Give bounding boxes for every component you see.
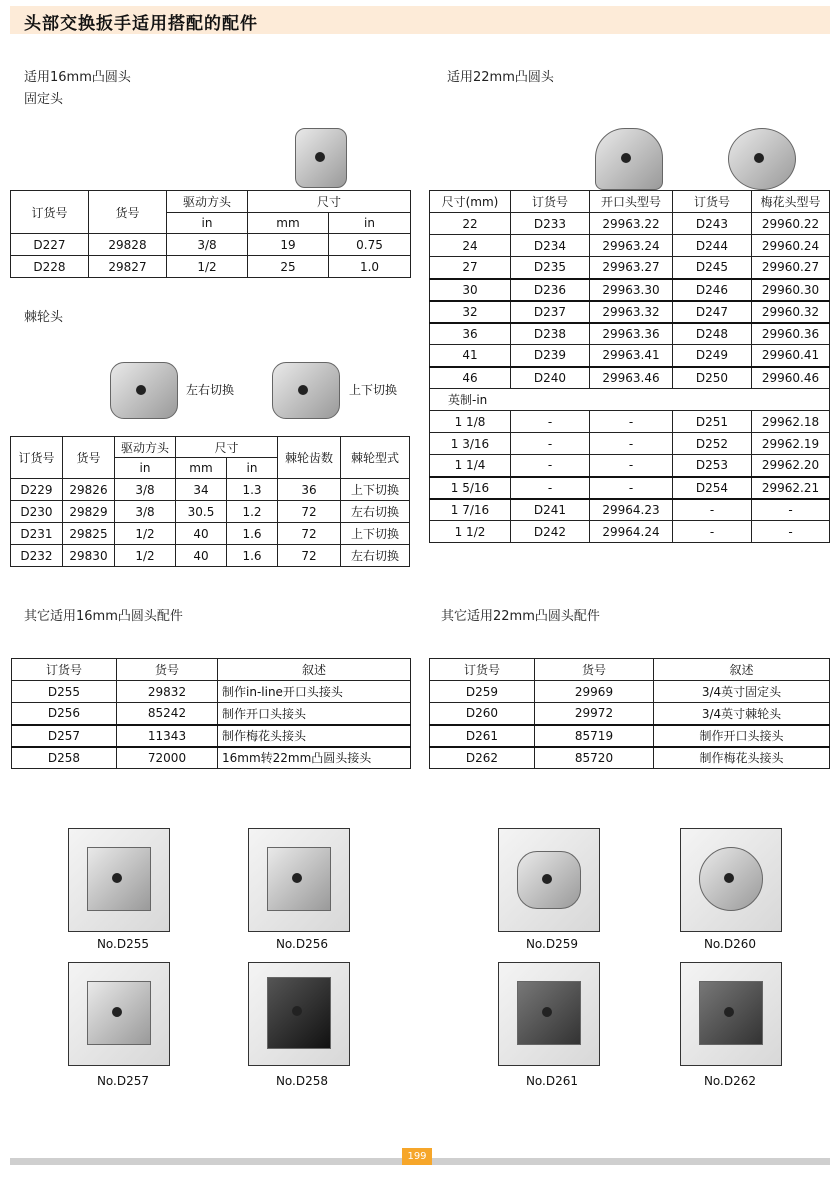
cell: 1.6 xyxy=(227,545,278,567)
cell: D231 xyxy=(11,523,63,545)
col-header: 尺寸(mm) xyxy=(430,191,511,213)
photo-d259 xyxy=(498,828,600,932)
cell: 左右切换 xyxy=(341,545,410,567)
cell: 1 5/16 xyxy=(430,477,511,499)
cell: 22 xyxy=(430,213,511,235)
cell: 左右切换 xyxy=(341,501,410,523)
table-row xyxy=(430,703,830,725)
cell: 上下切换 xyxy=(341,523,410,545)
cell: D259 xyxy=(430,681,535,703)
cell: D260 xyxy=(430,703,535,725)
cell: D253 xyxy=(673,455,752,477)
table-row xyxy=(430,725,830,747)
table-row xyxy=(430,257,830,279)
cell: 30.5 xyxy=(176,501,227,523)
col-header: 货号 xyxy=(535,659,654,681)
cell: 29960.41 xyxy=(752,345,830,367)
table-row xyxy=(430,279,830,301)
table-row xyxy=(430,411,830,433)
cell: 1.6 xyxy=(227,523,278,545)
cell: 32 xyxy=(430,301,511,323)
cell: D243 xyxy=(673,213,752,235)
table-row xyxy=(11,479,410,501)
cell: 29963.22 xyxy=(590,213,673,235)
cell: 29972 xyxy=(535,703,654,725)
cell: 制作梅花头接头 xyxy=(218,725,411,747)
cell: 29963.24 xyxy=(590,235,673,257)
cell: 29963.46 xyxy=(590,367,673,389)
cell: D245 xyxy=(673,257,752,279)
cell: 29960.27 xyxy=(752,257,830,279)
col-header: 货号 xyxy=(117,659,218,681)
cell: D242 xyxy=(511,521,590,543)
cell: - xyxy=(590,411,673,433)
other16-table xyxy=(11,658,411,769)
cell: 29960.46 xyxy=(752,367,830,389)
cell: 1 1/2 xyxy=(430,521,511,543)
col-header: 尺寸 xyxy=(176,437,278,458)
cell: 40 xyxy=(176,545,227,567)
col-subheader: in xyxy=(167,213,248,234)
cell: 30 xyxy=(430,279,511,301)
page-number: 199 xyxy=(402,1148,432,1165)
cell: 29960.32 xyxy=(752,301,830,323)
cell: 制作开口头接头 xyxy=(218,703,411,725)
table-row xyxy=(430,455,830,477)
col-subheader: in xyxy=(329,213,411,234)
cell: 29828 xyxy=(89,234,167,256)
cell: 29825 xyxy=(63,523,115,545)
cell: 72 xyxy=(278,501,341,523)
other22-label: 其它适用22mm凸圆头配件 xyxy=(441,609,600,624)
cell: 3/8 xyxy=(167,234,248,256)
cell: 29963.27 xyxy=(590,257,673,279)
cell: 29830 xyxy=(63,545,115,567)
ring-head-image xyxy=(728,128,796,190)
cell: 1 1/8 xyxy=(430,411,511,433)
col-header: 梅花头型号 xyxy=(752,191,830,213)
caption-d260: No.D260 xyxy=(703,937,757,951)
cell: - xyxy=(511,433,590,455)
photo-d262 xyxy=(680,962,782,1066)
fixed16-table xyxy=(10,190,411,278)
caption-d261: No.D261 xyxy=(525,1074,579,1088)
table-row xyxy=(12,703,411,725)
col-header: 订货号 xyxy=(673,191,752,213)
caption-d255: No.D255 xyxy=(96,937,150,951)
cell: D248 xyxy=(673,323,752,345)
cell: 制作开口头接头 xyxy=(654,725,830,747)
cell: 29827 xyxy=(89,256,167,278)
col-header: 订货号 xyxy=(11,191,89,234)
fixed-head-image xyxy=(295,128,347,188)
table-row xyxy=(430,681,830,703)
cell: 36 xyxy=(430,323,511,345)
col-header: 订货号 xyxy=(11,437,63,479)
cell: 3/8 xyxy=(115,501,176,523)
caption-d262: No.D262 xyxy=(703,1074,757,1088)
col-header: 驱动方头 xyxy=(167,191,248,213)
col-header: 开口头型号 xyxy=(590,191,673,213)
cell: D262 xyxy=(430,747,535,769)
cell: 29832 xyxy=(117,681,218,703)
cell: D234 xyxy=(511,235,590,257)
section-22mm-label: 适用22mm凸圆头 xyxy=(447,70,554,85)
section-16mm-label: 适用16mm凸圆头 xyxy=(24,70,131,85)
cell: 24 xyxy=(430,235,511,257)
col-subheader: in xyxy=(115,458,176,479)
cell: D258 xyxy=(12,747,117,769)
cell: 1.2 xyxy=(227,501,278,523)
table-row xyxy=(430,235,830,257)
table-row xyxy=(11,523,410,545)
open-end-head-image xyxy=(595,128,663,190)
other16-label: 其它适用16mm凸圆头配件 xyxy=(24,609,183,624)
cell: 3/8 xyxy=(115,479,176,501)
caption-d256: No.D256 xyxy=(275,937,329,951)
cell: 29963.36 xyxy=(590,323,673,345)
cell: D232 xyxy=(11,545,63,567)
cell: D228 xyxy=(11,256,89,278)
other22-table xyxy=(429,658,830,769)
cell: 29964.23 xyxy=(590,499,673,521)
cell: 29960.36 xyxy=(752,323,830,345)
cell: 3/4英寸固定头 xyxy=(654,681,830,703)
cell: 27 xyxy=(430,257,511,279)
cell: - xyxy=(511,455,590,477)
cell: D247 xyxy=(673,301,752,323)
cell: D227 xyxy=(11,234,89,256)
cell: 11343 xyxy=(117,725,218,747)
cell: D256 xyxy=(12,703,117,725)
cell: 29969 xyxy=(535,681,654,703)
ratchet-lr-label: 左右切换 xyxy=(186,383,235,397)
table-row xyxy=(12,747,411,769)
col-header: 货号 xyxy=(89,191,167,234)
page-title: 头部交换扳手适用搭配的配件 xyxy=(24,14,258,34)
cell: 1 1/4 xyxy=(430,455,511,477)
table-row xyxy=(430,301,830,323)
ratchet-head-label: 棘轮头 xyxy=(24,310,64,325)
cell: D236 xyxy=(511,279,590,301)
table-row xyxy=(430,499,830,521)
photo-d260 xyxy=(680,828,782,932)
cell: D257 xyxy=(12,725,117,747)
imperial-label: 英制-in xyxy=(430,389,830,411)
cell: D255 xyxy=(12,681,117,703)
cell: 19 xyxy=(248,234,329,256)
table-row xyxy=(12,725,411,747)
cell: 29829 xyxy=(63,501,115,523)
fixed-head-label: 固定头 xyxy=(24,92,64,107)
ratchet-lr-image xyxy=(110,362,178,419)
cell: D250 xyxy=(673,367,752,389)
cell: D229 xyxy=(11,479,63,501)
cell: D244 xyxy=(673,235,752,257)
cell: D254 xyxy=(673,477,752,499)
cell: 上下切换 xyxy=(341,479,410,501)
cell: 1/2 xyxy=(115,523,176,545)
table-row xyxy=(430,323,830,345)
caption-d257: No.D257 xyxy=(96,1074,150,1088)
cell: 85720 xyxy=(535,747,654,769)
cell: - xyxy=(673,499,752,521)
ratchet-table xyxy=(10,436,410,567)
cell: D239 xyxy=(511,345,590,367)
cell: D246 xyxy=(673,279,752,301)
table-row xyxy=(430,367,830,389)
col-header: 叙述 xyxy=(218,659,411,681)
cell: D235 xyxy=(511,257,590,279)
cell: D261 xyxy=(430,725,535,747)
cell: 29964.24 xyxy=(590,521,673,543)
page-header xyxy=(10,6,830,34)
photo-d261 xyxy=(498,962,600,1066)
col-header: 订货号 xyxy=(430,659,535,681)
ratchet-ud-image xyxy=(272,362,340,419)
cell: 29963.30 xyxy=(590,279,673,301)
cell: - xyxy=(511,411,590,433)
cell: D237 xyxy=(511,301,590,323)
photo-d257 xyxy=(68,962,170,1066)
cell: 1/2 xyxy=(167,256,248,278)
cell: 29826 xyxy=(63,479,115,501)
cell: D251 xyxy=(673,411,752,433)
cell: 1/2 xyxy=(115,545,176,567)
table-row xyxy=(11,545,410,567)
col-subheader: mm xyxy=(248,213,329,234)
cell: 34 xyxy=(176,479,227,501)
cell: - xyxy=(590,477,673,499)
table-row xyxy=(430,521,830,543)
caption-d259: No.D259 xyxy=(525,937,579,951)
cell: 72000 xyxy=(117,747,218,769)
cell: 1 3/16 xyxy=(430,433,511,455)
cell: 制作梅花头接头 xyxy=(654,747,830,769)
table-row xyxy=(430,747,830,769)
col-header: 货号 xyxy=(63,437,115,479)
cell: D249 xyxy=(673,345,752,367)
cell: 85242 xyxy=(117,703,218,725)
table-row xyxy=(430,433,830,455)
cell: - xyxy=(590,455,673,477)
cell: 0.75 xyxy=(329,234,411,256)
caption-d258: No.D258 xyxy=(275,1074,329,1088)
table-row xyxy=(430,345,830,367)
cell: 29962.19 xyxy=(752,433,830,455)
cell: 16mm转22mm凸圆头接头 xyxy=(218,747,411,769)
cell: 29962.21 xyxy=(752,477,830,499)
cell: 1.3 xyxy=(227,479,278,501)
table-row xyxy=(430,477,830,499)
col-header: 订货号 xyxy=(511,191,590,213)
ratchet-ud-label: 上下切换 xyxy=(349,383,398,397)
cell: 29960.22 xyxy=(752,213,830,235)
cell: 36 xyxy=(278,479,341,501)
cell: 制作in-line开口头接头 xyxy=(218,681,411,703)
col-header: 尺寸 xyxy=(248,191,411,213)
cell: D252 xyxy=(673,433,752,455)
col-subheader: mm xyxy=(176,458,227,479)
cell: 40 xyxy=(176,523,227,545)
cell: - xyxy=(752,499,830,521)
table-row xyxy=(430,213,830,235)
cell: 29963.41 xyxy=(590,345,673,367)
cell: 3/4英寸棘轮头 xyxy=(654,703,830,725)
col-header: 叙述 xyxy=(654,659,830,681)
table-row xyxy=(12,681,411,703)
cell: 72 xyxy=(278,523,341,545)
col-header: 棘轮齿数 xyxy=(278,437,341,479)
cell: 1.0 xyxy=(329,256,411,278)
cell: 41 xyxy=(430,345,511,367)
col-header: 驱动方头 xyxy=(115,437,176,458)
photo-d255 xyxy=(68,828,170,932)
col-subheader: in xyxy=(227,458,278,479)
col-header: 棘轮型式 xyxy=(341,437,410,479)
cell: 29962.20 xyxy=(752,455,830,477)
table-row xyxy=(11,501,410,523)
table-row xyxy=(11,256,411,278)
cell: 72 xyxy=(278,545,341,567)
table-row xyxy=(11,234,411,256)
cell: D240 xyxy=(511,367,590,389)
cell: 29963.32 xyxy=(590,301,673,323)
cell: 29960.24 xyxy=(752,235,830,257)
cell: 1 7/16 xyxy=(430,499,511,521)
cell: - xyxy=(673,521,752,543)
cell: D241 xyxy=(511,499,590,521)
cell: D230 xyxy=(11,501,63,523)
cell: 29960.30 xyxy=(752,279,830,301)
cell: - xyxy=(752,521,830,543)
cell: 29962.18 xyxy=(752,411,830,433)
cell: - xyxy=(511,477,590,499)
cell: 46 xyxy=(430,367,511,389)
cell: D233 xyxy=(511,213,590,235)
photo-d256 xyxy=(248,828,350,932)
col-header: 订货号 xyxy=(12,659,117,681)
cell: D238 xyxy=(511,323,590,345)
cell: - xyxy=(590,433,673,455)
cell: 25 xyxy=(248,256,329,278)
cell: 85719 xyxy=(535,725,654,747)
head22-table xyxy=(429,190,830,543)
photo-d258 xyxy=(248,962,350,1066)
